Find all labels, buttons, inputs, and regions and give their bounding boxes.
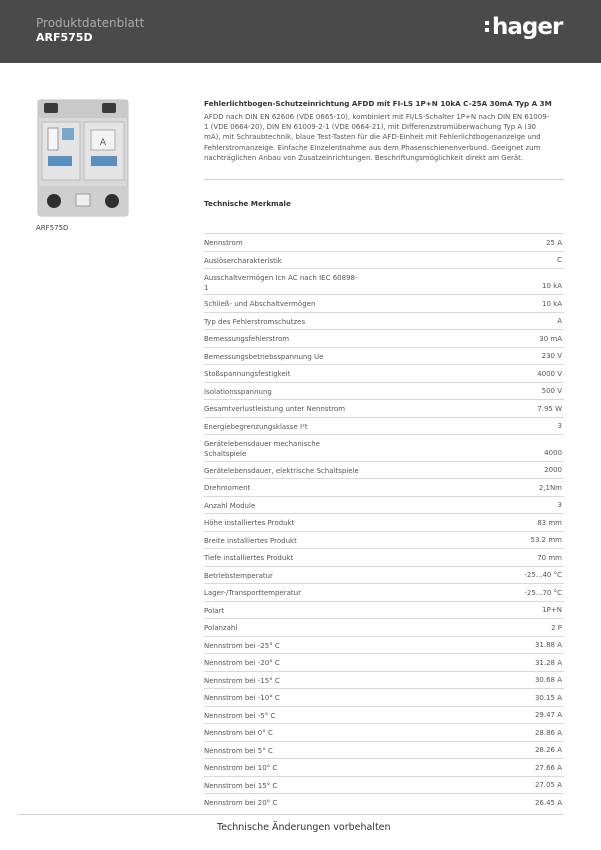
spec-row: [204, 618, 564, 636]
spec-row: [204, 776, 564, 794]
brand-logo: [492, 14, 562, 40]
spec-value: 26.45 A: [534, 798, 562, 807]
description-line: 1 (VDE 0664-20), DIN EN 61009-2-1 (VDE 0664-21), mit Differenzstromüberwachung Typ A (30: [204, 123, 537, 132]
spec-label: Stoßspannungsfestigkeit: [204, 370, 291, 379]
spec-label: Tiefe installiertes Produkt: [204, 554, 294, 563]
spec-value: 30 mA: [539, 334, 562, 343]
spec-value: 10 kA: [542, 299, 562, 308]
spec-value: 4000 V: [537, 369, 562, 378]
spec-value: 25 A: [546, 238, 562, 247]
spec-row: [204, 312, 564, 330]
spec-row: [204, 496, 564, 514]
spec-label: Nennstrom bei 0° C: [204, 729, 273, 738]
spec-row: [204, 723, 564, 741]
spec-label: Nennstrom bei 10° C: [204, 764, 278, 773]
spec-row: [204, 513, 564, 531]
spec-label: Lager-/Transporttemperatur: [204, 589, 301, 598]
spec-value: -25...40 °C: [524, 571, 562, 580]
spec-label: Bemessungsbetriebsspannung Ue: [204, 352, 324, 361]
section-title: Technische Merkmale: [204, 199, 291, 208]
spec-row: [204, 478, 564, 496]
spec-label: Bemessungsfehlerstrom: [204, 335, 290, 344]
product-title: Fehlerlichtbogen-Schutzeinrichtung AFDD mit FI-LS 1P+N 10kA C-25A 30mA Typ A 3M: [204, 99, 552, 108]
spec-value: 3: [557, 501, 562, 510]
spec-value: 2000: [544, 466, 562, 475]
spec-label: Auslösercharakteristik: [204, 256, 282, 265]
spec-label: Breite installiertes Produkt: [204, 536, 297, 545]
spec-value: C: [557, 256, 562, 264]
spec-label: Nennstrom bei -15° C: [204, 676, 280, 685]
spec-value: 31.28 A: [534, 658, 562, 667]
spec-row: [204, 294, 564, 312]
spec-value: 4000: [544, 448, 562, 457]
spec-row: [204, 347, 564, 365]
brand-name: hager: [492, 14, 563, 40]
product-image: [36, 98, 130, 218]
spec-value: 53.2 mm: [530, 536, 562, 545]
description-line: nachträglichen Anbau von Zusatzeinrichtungen. Beschriftungsmöglichkeit direkt am Gerät.: [204, 153, 524, 162]
spec-value: 27.05 A: [534, 781, 562, 790]
description-line: Fehlerstromanzeige. Einfache Einzelentnahme aus dem Phasenschienenverbund. Geeignet zum: [204, 143, 541, 152]
spec-value: 28.26 A: [534, 746, 562, 755]
spec-label: Nennstrom bei -10° C: [204, 694, 280, 703]
svg-text:A: A: [99, 138, 107, 148]
spec-label: Anzahl Module: [204, 501, 256, 510]
spec-label: Betriebstemperatur: [204, 571, 273, 580]
spec-label: Gesamtverlustleistung unter Nennstrom: [204, 405, 346, 414]
spec-label: Polart: [204, 606, 225, 615]
spec-row: [204, 636, 564, 654]
spec-label: Gerätelebensdauer, elektrische Schaltspiele: [204, 466, 359, 475]
spec-value: 3: [557, 422, 562, 431]
spec-label: Nennstrom bei 20° C: [204, 799, 278, 808]
document-code: ARF575D: [36, 31, 93, 44]
spec-value: -25...70 °C: [524, 588, 562, 597]
spec-row: [204, 382, 564, 400]
spec-row: [204, 233, 564, 251]
spec-row: [204, 688, 564, 706]
spec-label: Isolationsspannung: [204, 387, 272, 396]
spec-label: Höhe installiertes Produkt: [204, 519, 295, 528]
spec-value: 27.66 A: [534, 763, 562, 772]
spec-row: [204, 653, 564, 671]
spec-value: 10 kA: [542, 282, 562, 291]
spec-value: 28.86 A: [534, 728, 562, 737]
logo-dots-icon: [485, 21, 489, 35]
spec-row: [204, 329, 564, 347]
spec-row: [204, 548, 564, 566]
product-image-caption: ARF575D: [36, 224, 69, 232]
description-line: mA), mit Schraubtechnik, blaue Test-Tasten für die AFD-Einheit mit Fehlerlichtbogenanzeige und: [204, 133, 541, 142]
page-header: [0, 0, 601, 63]
spec-value: 230 V: [541, 352, 562, 361]
spec-label: Ausschaltvermögen Icn AC nach IEC 60898- 1: [204, 274, 358, 292]
spec-row: [204, 461, 564, 479]
spec-value: 1P+N: [542, 606, 562, 615]
spec-value: 2 P: [551, 623, 562, 632]
spec-row: [204, 399, 564, 417]
spec-label: Nennstrom bei -25° C: [204, 641, 280, 650]
spec-label: Drehmoment: [204, 484, 251, 493]
spec-value: 31.88 A: [534, 641, 562, 650]
document-type: Produktdatenblatt: [36, 16, 145, 30]
spec-row: [204, 706, 564, 724]
spec-value: 500 V: [541, 387, 562, 396]
divider: [204, 179, 564, 180]
spec-value: 70 mm: [537, 553, 562, 562]
spec-label: Energiebegrenzungsklasse I²t: [204, 422, 308, 431]
spec-value: 29.47 A: [534, 711, 562, 720]
spec-value: 7.95 W: [537, 404, 562, 413]
spec-row: [204, 566, 564, 584]
spec-row: [204, 531, 564, 549]
spec-value: 30.15 A: [534, 693, 562, 702]
product-description: [204, 112, 566, 163]
spec-row: [204, 364, 564, 382]
spec-row: [204, 671, 564, 689]
spec-label: Nennstrom bei -20° C: [204, 659, 280, 668]
spec-row: [204, 601, 564, 619]
spec-row: [204, 268, 564, 294]
spec-label: Polanzahl: [204, 624, 238, 633]
spec-row: [204, 758, 564, 776]
spec-label: Nennstrom bei 15° C: [204, 781, 278, 790]
spec-label: Gerätelebensdauer mechanische Schaltspiele: [204, 440, 320, 458]
spec-label: Nennstrom bei -5° C: [204, 711, 276, 720]
spec-row: [204, 793, 564, 811]
spec-value: 30.68 A: [534, 676, 562, 685]
spec-value: A: [557, 317, 562, 326]
description-line: AFDD nach DIN EN 62606 (VDE 0665-10), kombiniert mit FI/LS-Schalter 1P+N nach DIN EN 61009-: [204, 113, 550, 121]
spec-row: [204, 434, 564, 460]
spec-label: Schließ- und Abschaltvermögen: [204, 300, 316, 309]
spec-label: Nennstrom: [204, 239, 243, 247]
spec-row: [204, 251, 564, 269]
spec-table: [204, 233, 564, 811]
divider: [18, 814, 564, 815]
footer-note: Technische Änderungen vorbehalten: [217, 822, 391, 833]
spec-value: 83 mm: [537, 518, 562, 527]
spec-row: [204, 741, 564, 759]
spec-label: Typ des Fehlerstromschutzes: [204, 317, 306, 326]
spec-label: Nennstrom bei 5° C: [204, 746, 273, 755]
spec-row: [204, 583, 564, 601]
spec-value: 2,1Nm: [538, 483, 562, 492]
spec-row: [204, 417, 564, 435]
